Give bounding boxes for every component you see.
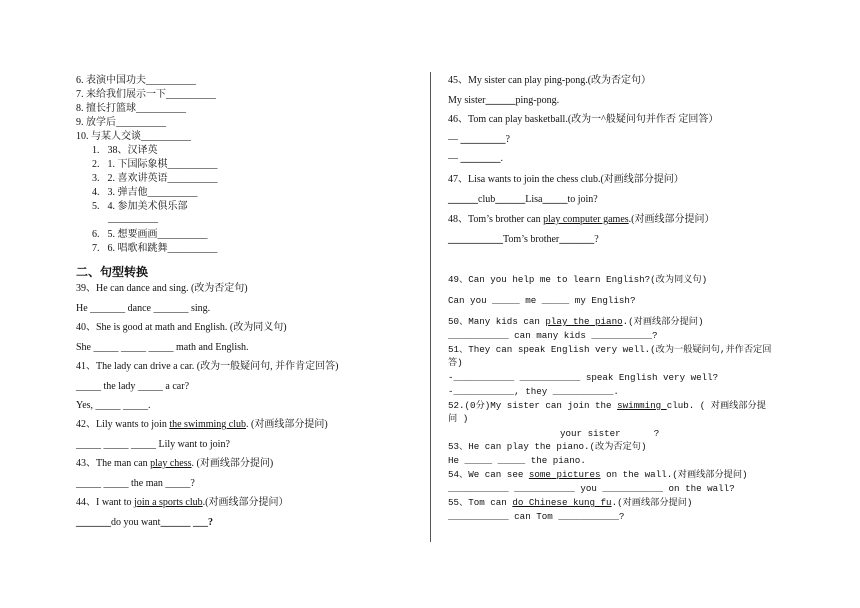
question-text: 42、Lily wants to join <box>76 419 170 430</box>
instruction: .(对画线部分提问） <box>628 214 715 225</box>
answer-51-line2: -___________, they ___________. <box>448 386 619 397</box>
instruction: .(对画线部分提问) <box>611 497 693 508</box>
list-number: 5. <box>92 201 100 212</box>
instruction: on the wall.(对画线部分提问) <box>600 469 748 480</box>
column-divider <box>430 72 431 542</box>
underlined-phrase: play chess <box>150 458 192 469</box>
numbered-item <box>92 243 218 255</box>
answer-43: _____ _____ the man _____? <box>76 478 195 489</box>
punct: ? <box>594 234 599 245</box>
list-text: 5. 想要画画__________ <box>107 229 208 240</box>
answer-47 <box>448 194 598 206</box>
punct: . <box>500 153 503 164</box>
answer-text: club <box>478 194 496 205</box>
blank: ______ <box>485 95 516 106</box>
item-7: 7. 来给我们展示一下__________ <box>76 89 216 100</box>
question-50 <box>448 316 703 328</box>
section-title: 二、句型转换 <box>76 265 149 279</box>
list-text: 6. 唱歌和跳舞__________ <box>107 243 218 254</box>
dash: — <box>448 134 461 145</box>
underlined-phrase: the swimming club <box>169 419 247 430</box>
question-55 <box>448 497 692 509</box>
blank: ________ <box>460 153 501 164</box>
question-49: 49、Can you help me to learn English?(改为同义句) <box>448 274 708 285</box>
blank: ______ <box>495 194 526 205</box>
list-number: 4. <box>92 187 100 198</box>
answer-text: do you want <box>111 517 161 528</box>
blank: ______ ___? <box>160 517 213 528</box>
question-40: 40、She is good at math and English. (改为同义句) <box>76 322 287 333</box>
answer-48 <box>448 234 599 246</box>
numbered-item <box>92 159 218 171</box>
list-text: 1. 下国际象棋__________ <box>107 159 218 170</box>
answer-45 <box>448 95 559 107</box>
question-45: 45、My sister can play ping-pong.(改为否定句） <box>448 75 652 86</box>
question-text: 52.(0分)My sister can join the <box>448 400 618 411</box>
underlined-phrase: swimming <box>617 400 667 411</box>
question-46: 46、Tom can play basketball.(改为一^般疑问句并作否 定回答） <box>448 114 719 125</box>
numbered-item-blank: __________ <box>108 213 158 224</box>
answer-51-line1: -___________ ___________ speak English very well? <box>448 372 719 383</box>
question-text: 48、Tom’s brother can <box>448 214 544 225</box>
question-54 <box>448 469 748 481</box>
underlined-phrase: play computer games <box>543 214 629 225</box>
answer-41-line1: _____ the lady _____ a car? <box>76 381 190 392</box>
answer-50: ___________ can many kids ___________? <box>448 330 658 341</box>
question-43 <box>76 458 273 470</box>
answer-39: He _______ dance _______ sing. <box>76 303 211 314</box>
answer-40: She _____ _____ _____ math and English. <box>76 342 249 353</box>
item-10: 10. 与某人交谈__________ <box>76 131 191 142</box>
question-41: 41、The lady can drive a car. (改为一般疑问句, 并作肯定回答) <box>76 361 339 372</box>
instruction: .(对画线部分提问） <box>202 497 289 508</box>
underlined-phrase: play the piano <box>545 316 623 327</box>
blank: _____ <box>542 194 568 205</box>
list-text: 3. 弹吉他__________ <box>107 187 198 198</box>
answer-46-line1 <box>448 134 510 146</box>
question-53: 53、He can play the piano.(改为否定句) <box>448 441 647 452</box>
answer-text: ping-pong. <box>515 95 560 106</box>
blank: _______ <box>559 234 595 245</box>
question-51-cont: 答) <box>448 357 463 368</box>
underlined-phrase: some pictures <box>528 469 601 480</box>
instruction: club. ( 对画线部分提 <box>666 400 766 411</box>
question-42 <box>76 419 328 431</box>
answer-49: Can you _____ me _____ my English? <box>448 295 636 306</box>
list-number: 3. <box>92 173 100 184</box>
question-52 <box>448 400 766 412</box>
answer-55: ___________ can Tom ___________? <box>448 511 625 522</box>
list-number: 1. <box>92 145 100 156</box>
question-39: 39、He can dance and sing. (改为否定句) <box>76 283 248 294</box>
question-51: 51、They can speak English very well.(改为一般疑问句,并作否定回 <box>448 344 772 355</box>
list-number: 7. <box>92 243 100 254</box>
question-text: 43、The man can <box>76 458 151 469</box>
item-9: 9. 放学后__________ <box>76 117 166 128</box>
numbered-item <box>92 187 198 199</box>
answer-44 <box>76 517 213 529</box>
answer-text: Tom’s brother <box>503 234 560 245</box>
list-text: 38、汉译英 <box>107 145 158 156</box>
answer-46-line2 <box>448 153 503 165</box>
question-44 <box>76 497 289 509</box>
question-text: 54、We can see <box>448 469 529 480</box>
numbered-item <box>92 229 208 241</box>
instruction: . (对画线部分提问) <box>191 458 274 469</box>
list-number: 2. <box>92 159 100 170</box>
numbered-item <box>92 173 218 185</box>
question-text: 55、Tom can <box>448 497 513 508</box>
numbered-item <box>92 201 188 213</box>
list-text: 2. 喜欢讲英语__________ <box>107 173 218 184</box>
instruction: .(对画线部分提问) <box>622 316 704 327</box>
answer-text: to join? <box>567 194 598 205</box>
blank: _________ <box>460 134 506 145</box>
blank: _______ <box>76 517 111 528</box>
item-6: 6. 表演中国功夫__________ <box>76 75 196 86</box>
numbered-item <box>92 145 158 157</box>
question-text: 44、I want to <box>76 497 135 508</box>
list-text: 4. 参加美术俱乐部 <box>107 201 188 212</box>
instruction: . (对画线部分提问) <box>246 419 328 430</box>
question-52-cont: 问 ) <box>448 413 469 424</box>
answer-text: Lisa <box>525 194 543 205</box>
underlined-phrase: do Chinese kung fu <box>512 497 612 508</box>
answer-41-line2: Yes, _____ _____. <box>76 400 151 411</box>
punct: ? <box>505 134 510 145</box>
answer-53: He _____ _____ the piano. <box>448 455 586 466</box>
blank: ______ <box>448 194 478 205</box>
question-text: 50、Many kids can <box>448 316 546 327</box>
answer-42: _____ _____ _____ Lily want to join? <box>76 439 230 450</box>
answer-52: your sister ? <box>560 428 660 439</box>
answer-54: ___________ ___________ you ___________ on the wall? <box>448 483 735 494</box>
list-number: 6. <box>92 229 100 240</box>
underlined-phrase: join a sports club <box>134 497 203 508</box>
blank: ___________ <box>448 234 503 245</box>
item-8: 8. 擅长打篮球__________ <box>76 103 186 114</box>
question-47: 47、Lisa wants to join the chess club.(对画线部分提问） <box>448 174 684 185</box>
answer-text: My sister <box>448 95 486 106</box>
dash: — <box>448 153 461 164</box>
question-48 <box>448 214 715 226</box>
